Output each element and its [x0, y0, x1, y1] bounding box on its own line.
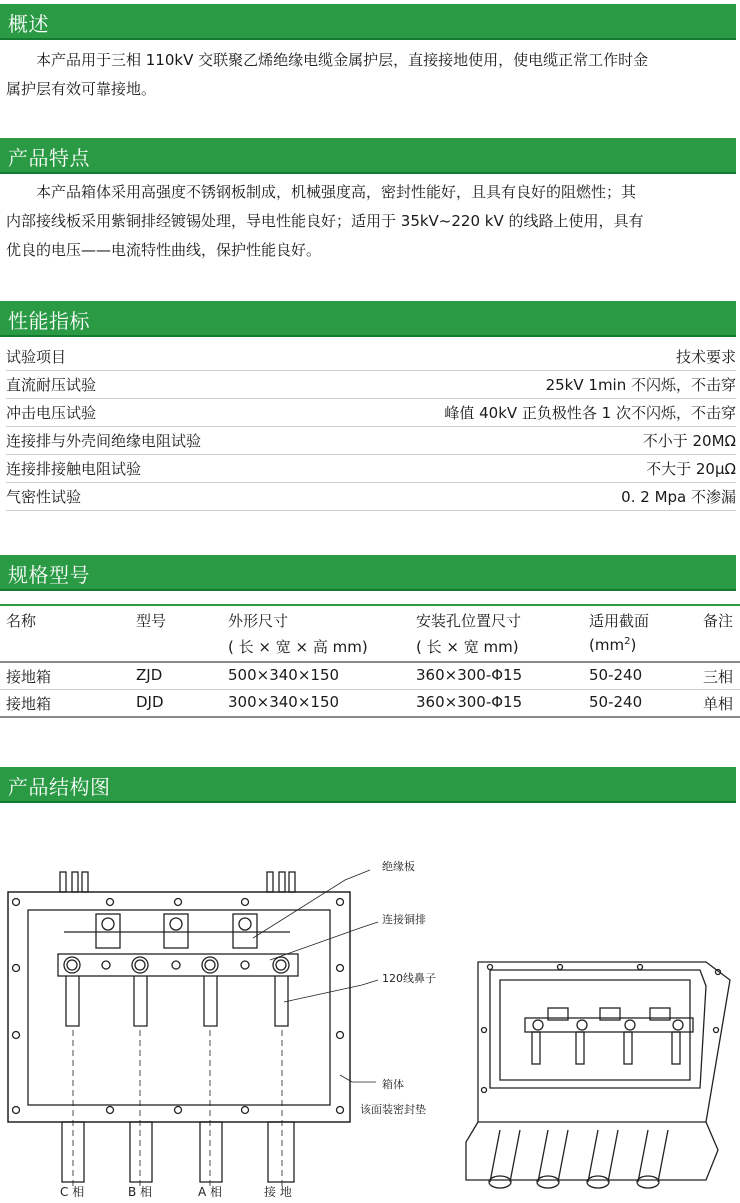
- header-name: 名称: [6, 612, 37, 630]
- test-item: 直流耐压试验: [6, 376, 97, 394]
- test-item: 冲击电压试验: [6, 404, 97, 422]
- bottom-conduits: [62, 1122, 294, 1182]
- performance-table: [6, 343, 736, 511]
- overview-heading: 概述: [8, 12, 49, 36]
- header-hole-unit: ( 长 × 宽 mm): [416, 638, 519, 656]
- test-requirement: 峰值 40kV 正负极性各 1 次不闪烁，不击穿: [444, 404, 736, 422]
- isometric-box-view: [466, 962, 730, 1188]
- center-lines: [73, 1030, 282, 1190]
- header-size-unit: ( 长 × 宽 × 高 mm): [228, 638, 368, 656]
- section-unit-sup: 2: [624, 636, 631, 647]
- structure-heading: 产品结构图: [8, 775, 111, 799]
- features-line-3: 优良的电压——电流特性曲线，保护性能良好。: [6, 241, 322, 259]
- features-line-1: 本产品箱体采用高强度不锈钢板制成，机械强度高，密封性能好，且具有良好的阻燃性；其: [36, 183, 637, 201]
- label-ground: 接 地: [264, 1185, 292, 1199]
- label-box: 箱体: [382, 1078, 404, 1091]
- section-unit-text: (mm: [589, 636, 625, 654]
- overview-section-header: [0, 4, 736, 40]
- test-item: 气密性试验: [6, 488, 82, 506]
- table-row: [6, 427, 736, 455]
- label-phase-a: A 相: [198, 1185, 223, 1199]
- cell-name: 接地箱: [6, 668, 52, 686]
- table-row: [6, 483, 736, 511]
- header-model: 型号: [136, 612, 167, 630]
- cell-size: 300×340×150: [228, 693, 340, 711]
- header-section: [589, 610, 649, 654]
- cell-hole: 360×300-Φ15: [416, 693, 523, 711]
- header-section-unit: [589, 636, 649, 654]
- specs-table: [0, 604, 740, 718]
- iso-bolt-holes: [482, 965, 721, 1093]
- test-requirement: 25kV 1min 不闪烁，不击穿: [545, 376, 736, 394]
- table-row: [0, 663, 740, 690]
- table-header-row: [0, 604, 740, 663]
- structure-section-header: [0, 767, 736, 803]
- label-copper-bar: 连接铜排: [382, 913, 426, 926]
- table-row: [6, 371, 736, 399]
- cable-lugs: [66, 976, 288, 1026]
- cell-size: 500×340×150: [228, 666, 340, 684]
- label-seal: 该面装密封垫: [360, 1103, 426, 1116]
- test-requirement: 不小于 20MΩ: [642, 432, 736, 450]
- specs-heading: 规格型号: [8, 563, 90, 587]
- label-insulation-plate: 绝缘板: [382, 860, 415, 873]
- header-size-label: 外形尺寸: [228, 612, 289, 630]
- features-heading: 产品特点: [8, 146, 90, 170]
- cell-note: 单相: [703, 695, 734, 713]
- cell-hole: 360×300-Φ15: [416, 666, 523, 684]
- overview-line-1: 本产品用于三相 110kV 交联聚乙烯绝缘电缆金属护层，直接接地使用，使电缆正常工作时金: [36, 51, 649, 69]
- test-item: 连接排接触电阻试验: [6, 460, 142, 478]
- features-section-header: [0, 138, 736, 174]
- header-note: 备注: [703, 612, 734, 630]
- bolt-holes: [13, 899, 344, 1114]
- iso-conduits: [489, 1130, 668, 1188]
- test-requirement: 0. 2 Mpa 不渗漏: [621, 488, 736, 506]
- cell-model: ZJD: [136, 666, 163, 684]
- cell-note: 三相: [703, 668, 734, 686]
- performance-section-header: [0, 301, 736, 337]
- table-row: [6, 343, 736, 371]
- features-line-2: 内部接线板采用紫铜排经镀锡处理，导电性能良好；适用于 35kV~220 kV 的线路上使用，具有: [6, 212, 644, 230]
- table-row: [6, 455, 736, 483]
- performance-heading: 性能指标: [8, 309, 90, 333]
- copper-bar: [58, 954, 298, 976]
- specs-section-header: [0, 555, 736, 591]
- label-phase-c: C 相: [60, 1185, 85, 1199]
- section-unit-close: ): [630, 636, 637, 654]
- table-row: [6, 399, 736, 427]
- overview-text: [6, 46, 734, 104]
- cell-model: DJD: [136, 693, 164, 711]
- structure-diagram: [0, 830, 740, 1203]
- header-section-label: 适用截面: [589, 612, 650, 630]
- test-item: 试验项目: [6, 348, 67, 366]
- label-lug: 120线鼻子: [382, 972, 436, 985]
- features-text: [6, 178, 734, 265]
- header-size: [228, 610, 368, 657]
- test-requirement: 不大于 20μΩ: [646, 460, 736, 478]
- header-hole-label: 安装孔位置尺寸: [416, 612, 522, 630]
- cell-section: 50-240: [589, 666, 643, 684]
- test-requirement: 技术要求: [675, 348, 736, 366]
- cell-name: 接地箱: [6, 695, 52, 713]
- top-terminals: [60, 872, 295, 892]
- overview-line-2: 属护层有效可靠接地。: [6, 80, 157, 98]
- box-flange: [8, 892, 350, 1122]
- test-item: 连接排与外壳间绝缘电阻试验: [6, 432, 202, 450]
- header-hole: [416, 610, 521, 657]
- table-row: [0, 690, 740, 718]
- iso-lugs: [532, 1032, 680, 1064]
- insulation-plates: [64, 914, 290, 948]
- iso-copper-bar: [525, 1008, 693, 1032]
- label-phase-b: B 相: [128, 1185, 153, 1199]
- cell-section: 50-240: [589, 693, 643, 711]
